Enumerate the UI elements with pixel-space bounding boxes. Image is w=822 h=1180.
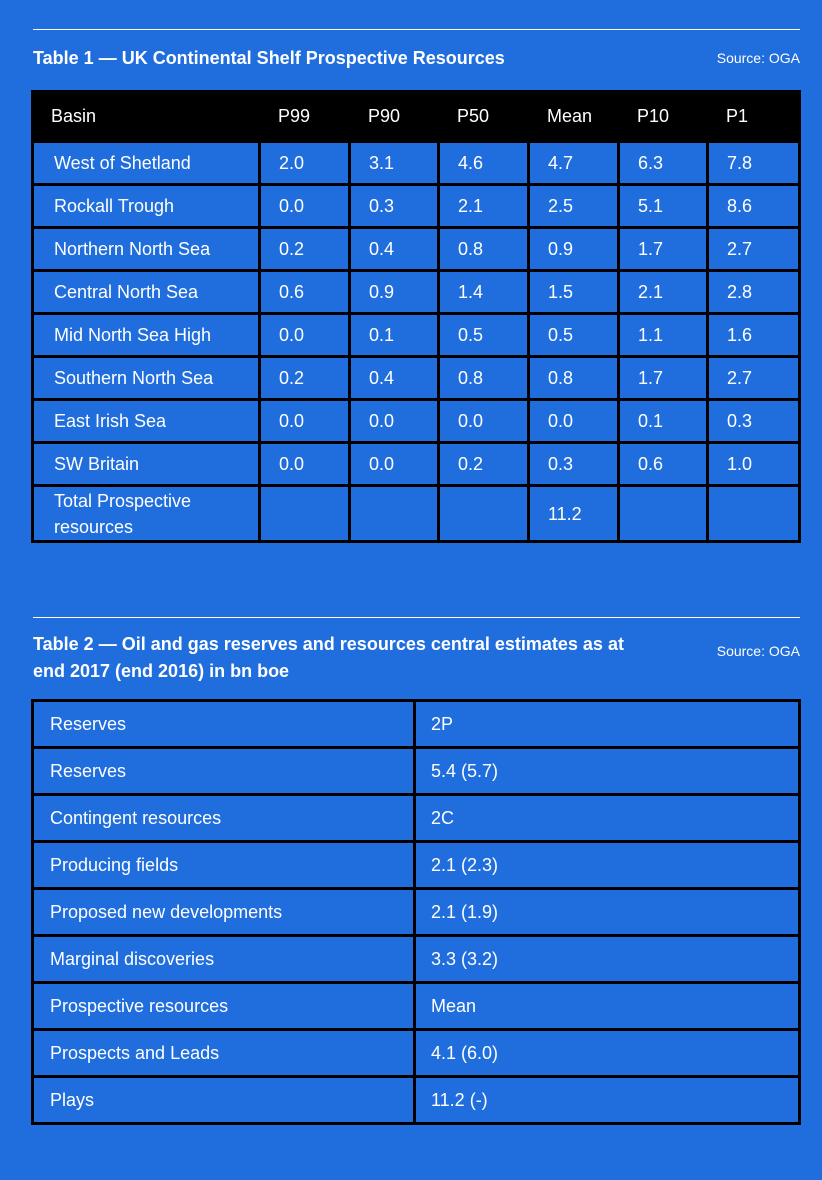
- table2-title: [33, 631, 624, 685]
- category-cell: Reserves: [33, 701, 415, 748]
- value-cell: 1.4: [439, 271, 529, 314]
- basin-cell: SW Britain: [33, 443, 260, 486]
- col-header-p10: P10: [619, 92, 708, 142]
- table2-source: Source: OGA: [716, 643, 800, 659]
- basin-cell: Southern North Sea: [33, 357, 260, 400]
- basin-cell: East Irish Sea: [33, 400, 260, 443]
- category-cell: Contingent resources: [33, 795, 415, 842]
- value-cell: 0.4: [350, 357, 439, 400]
- value-cell: 1.7: [619, 228, 708, 271]
- estimate-cell: 3.3 (3.2): [415, 936, 800, 983]
- value-cell: 2.1: [439, 185, 529, 228]
- value-cell: 4.7: [529, 142, 619, 185]
- estimate-cell: Mean: [415, 983, 800, 1030]
- table2-row: [33, 701, 800, 748]
- total-label-line2: resources: [54, 516, 134, 537]
- value-cell: 8.6: [708, 185, 800, 228]
- value-cell: 1.7: [619, 357, 708, 400]
- estimate-cell: 2C: [415, 795, 800, 842]
- table2-row: [33, 842, 800, 889]
- value-cell: 2.5: [529, 185, 619, 228]
- value-cell: 0.6: [260, 271, 350, 314]
- value-cell: 4.6: [439, 142, 529, 185]
- table2-row: [33, 936, 800, 983]
- value-cell: 0.8: [529, 357, 619, 400]
- category-cell: Producing fields: [33, 842, 415, 889]
- basin-cell: Central North Sea: [33, 271, 260, 314]
- col-header-p50: P50: [439, 92, 529, 142]
- value-cell: 0.2: [439, 443, 529, 486]
- value-cell: 1.6: [708, 314, 800, 357]
- value-cell: 2.7: [708, 228, 800, 271]
- value-cell: 1.5: [529, 271, 619, 314]
- value-cell: 0.0: [350, 400, 439, 443]
- table1-row: [33, 400, 800, 443]
- estimate-cell: 11.2 (-): [415, 1077, 800, 1124]
- value-cell: 0.1: [619, 400, 708, 443]
- table1-top-rule: [33, 29, 800, 30]
- estimate-cell: 2.1 (2.3): [415, 842, 800, 889]
- total-p1-cell: [708, 486, 800, 542]
- reserves-resources-table: [31, 699, 801, 1125]
- value-cell: 0.0: [439, 400, 529, 443]
- table2-row: [33, 795, 800, 842]
- estimate-cell: 2P: [415, 701, 800, 748]
- value-cell: 2.0: [260, 142, 350, 185]
- value-cell: 0.0: [350, 443, 439, 486]
- table2-row: [33, 1077, 800, 1124]
- table1-row: [33, 443, 800, 486]
- value-cell: 0.9: [529, 228, 619, 271]
- value-cell: 0.2: [260, 357, 350, 400]
- value-cell: 0.9: [350, 271, 439, 314]
- table1-row: [33, 185, 800, 228]
- basin-cell: Rockall Trough: [33, 185, 260, 228]
- value-cell: 7.8: [708, 142, 800, 185]
- total-label: [33, 486, 260, 542]
- value-cell: 2.7: [708, 357, 800, 400]
- table1-row: [33, 271, 800, 314]
- estimate-cell: 2.1 (1.9): [415, 889, 800, 936]
- category-cell: Prospective resources: [33, 983, 415, 1030]
- col-header-p99: P99: [260, 92, 350, 142]
- table1-source: Source: OGA: [716, 50, 800, 66]
- col-header-p1: P1: [708, 92, 800, 142]
- col-header-mean: Mean: [529, 92, 619, 142]
- col-header-basin: Basin: [33, 92, 260, 142]
- value-cell: 0.5: [439, 314, 529, 357]
- value-cell: 0.8: [439, 357, 529, 400]
- total-p10-cell: [619, 486, 708, 542]
- total-mean-cell: 11.2: [529, 486, 619, 542]
- value-cell: 1.1: [619, 314, 708, 357]
- total-p99-cell: [260, 486, 350, 542]
- value-cell: 2.1: [619, 271, 708, 314]
- table1-row: [33, 357, 800, 400]
- category-cell: Marginal discoveries: [33, 936, 415, 983]
- value-cell: 2.8: [708, 271, 800, 314]
- value-cell: 0.5: [529, 314, 619, 357]
- value-cell: 0.0: [529, 400, 619, 443]
- prospective-resources-table: [31, 90, 801, 543]
- estimate-cell: 5.4 (5.7): [415, 748, 800, 795]
- value-cell: 0.0: [260, 185, 350, 228]
- value-cell: 3.1: [350, 142, 439, 185]
- table1-header-row: [33, 92, 800, 142]
- table2-row: [33, 1030, 800, 1077]
- category-cell: Proposed new developments: [33, 889, 415, 936]
- table1-row: [33, 142, 800, 185]
- value-cell: 1.0: [708, 443, 800, 486]
- value-cell: 0.0: [260, 400, 350, 443]
- value-cell: 0.3: [350, 185, 439, 228]
- table2-top-rule: [33, 617, 800, 618]
- table1-title: Table 1 — UK Continental Shelf Prospective Resources: [33, 48, 505, 68]
- value-cell: 0.0: [260, 314, 350, 357]
- value-cell: 6.3: [619, 142, 708, 185]
- value-cell: 0.0: [260, 443, 350, 486]
- table1-row: [33, 228, 800, 271]
- value-cell: 0.2: [260, 228, 350, 271]
- basin-cell: West of Shetland: [33, 142, 260, 185]
- category-cell: Reserves: [33, 748, 415, 795]
- category-cell: Plays: [33, 1077, 415, 1124]
- value-cell: 5.1: [619, 185, 708, 228]
- table2-row: [33, 748, 800, 795]
- value-cell: 0.3: [708, 400, 800, 443]
- col-header-p90: P90: [350, 92, 439, 142]
- total-p50-cell: [439, 486, 529, 542]
- value-cell: 0.3: [529, 443, 619, 486]
- table1-total-row: [33, 486, 800, 542]
- value-cell: 0.1: [350, 314, 439, 357]
- table1-row: [33, 314, 800, 357]
- table2-row: [33, 983, 800, 1030]
- value-cell: 0.8: [439, 228, 529, 271]
- table2-row: [33, 889, 800, 936]
- basin-cell: Northern North Sea: [33, 228, 260, 271]
- total-label-line1: Total Prospective: [54, 490, 192, 511]
- table2-title-line1: Table 2 — Oil and gas reserves and resources central estimates as at: [33, 634, 624, 654]
- value-cell: 0.4: [350, 228, 439, 271]
- category-cell: Prospects and Leads: [33, 1030, 415, 1077]
- table2-title-line2: end 2017 (end 2016) in bn boe: [33, 661, 290, 681]
- value-cell: 0.6: [619, 443, 708, 486]
- basin-cell: Mid North Sea High: [33, 314, 260, 357]
- total-p90-cell: [350, 486, 439, 542]
- estimate-cell: 4.1 (6.0): [415, 1030, 800, 1077]
